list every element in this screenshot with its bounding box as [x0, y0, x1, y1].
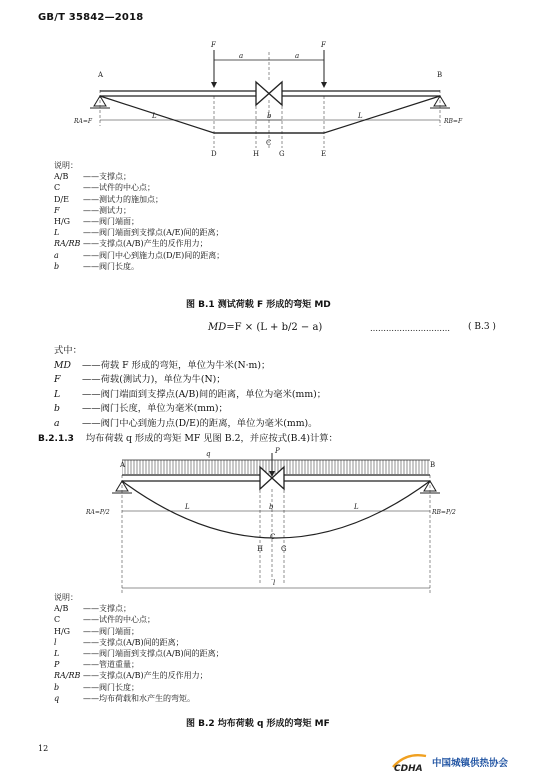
- label-b-dim: b: [269, 503, 274, 511]
- legend-item: H/G ——阀门端面；: [54, 217, 139, 227]
- legend-item: q ——均布荷载和水产生的弯矩。: [54, 693, 195, 703]
- cdha-logo-icon: [390, 751, 430, 773]
- label-q: q: [206, 450, 211, 458]
- where-item: a ——阀门中心到施力点(D/E)的距离，单位为毫米(mm)。: [54, 417, 318, 429]
- legend-item: C ——试件的中心点；: [54, 183, 155, 193]
- equation-leaders: …………………………: [370, 324, 450, 333]
- where-item: b ——阀门长度，单位为毫米(mm)；: [54, 403, 228, 415]
- label-f-left: F: [211, 41, 216, 49]
- legend-title: 说明：: [54, 593, 78, 602]
- legend-item: l ——支撑点(A/B)间的距离；: [54, 637, 184, 647]
- where-item: L ——阀门端面到支撑点(A/B)间的距离，单位为毫米(mm)；: [54, 388, 327, 400]
- fig1-legend: [54, 160, 224, 272]
- label-l: l: [273, 579, 276, 587]
- legend-item: b ——阀门长度；: [54, 682, 139, 692]
- legend-item: D/E ——测试力的施加点；: [54, 194, 163, 204]
- where-item: F ——荷载(测试力)，单位为牛(N)；: [54, 374, 226, 386]
- where-item: MD ——荷载 F 形成的弯矩，单位为牛米(N·m)；: [54, 359, 271, 371]
- label-p: P: [275, 447, 280, 455]
- figure-b2-caption: 图 B.2 均布荷载 q 形成的弯矩 MF: [186, 719, 330, 729]
- legend-item: P ——管道重量；: [54, 660, 139, 670]
- label-l-left: L: [152, 112, 157, 120]
- label-e: E: [321, 150, 327, 158]
- legend-item: RA/RB ——支撑点(A/B)产生的反作用力；: [54, 671, 208, 681]
- clause-text: 均布荷载 q 形成的弯矩 MF 见图 B.2，并应按式(B.4)计算：: [85, 433, 338, 444]
- label-rb: RB=F: [444, 118, 463, 125]
- legend-item: L ——阀门端面到支撑点(A/B)间的距离；: [54, 649, 224, 659]
- where-block: [54, 344, 326, 432]
- fig2-legend: [54, 592, 224, 704]
- logo-mark: CDHA: [394, 764, 423, 773]
- legend-item: RA/RB ——支撑点(A/B)产生的反作用力；: [54, 239, 208, 249]
- label-d: D: [211, 150, 217, 158]
- label-a: A: [120, 461, 126, 469]
- label-ra: RA=P/2: [86, 509, 110, 516]
- label-g: G: [281, 545, 287, 553]
- label-l-right: L: [358, 112, 363, 120]
- legend-title: 说明：: [54, 161, 78, 170]
- label-ra: RA=F: [74, 118, 93, 125]
- legend-item: a ——阀门中心到施力点(D/E)间的距离；: [54, 250, 225, 260]
- legend-item: A/B ——支撑点；: [54, 172, 131, 182]
- eq-lhs: MD: [208, 322, 227, 333]
- standard-number: GB/T 35842—2018: [38, 12, 144, 23]
- clause-number: B.2.1.3: [38, 434, 74, 444]
- label-a: A: [98, 71, 104, 79]
- label-rb: RB=P/2: [432, 509, 456, 516]
- legend-item: H/G ——阀门端面；: [54, 626, 139, 636]
- label-h: H: [257, 545, 264, 553]
- page-number: 12: [38, 744, 49, 753]
- label-b: B: [430, 461, 436, 469]
- legend-item: F ——测试力；: [54, 205, 131, 215]
- where-title: 式中：: [54, 345, 82, 356]
- legend-item: L ——阀门端面到支撑点(A/E)间的距离；: [54, 228, 224, 238]
- figure-b2: [70, 445, 480, 600]
- label-h: H: [253, 150, 260, 158]
- label-c: C: [266, 139, 272, 147]
- label-l-left: L: [185, 503, 190, 511]
- equation-number: ( B.3 ): [468, 322, 496, 332]
- logo-text: 中国城镇供热协会: [432, 758, 509, 769]
- association-logo: [390, 751, 508, 773]
- label-a-left: a: [239, 52, 244, 60]
- label-c: C: [270, 533, 276, 541]
- label-l-right: L: [354, 503, 359, 511]
- distributed-load: [122, 460, 430, 474]
- label-g: G: [279, 150, 285, 158]
- legend-item: b ——阀门长度。: [54, 261, 139, 271]
- label-a-right: a: [295, 52, 300, 60]
- figure-b1-caption: 图 B.1 测试荷载 F 形成的弯矩 MD: [186, 300, 331, 310]
- equation-b3: [208, 322, 322, 333]
- eq-rhs: =F × (L + b/2 − a): [226, 322, 323, 333]
- label-b-dim: b: [267, 112, 272, 120]
- label-b: B: [437, 71, 443, 79]
- figure-b1: [70, 30, 480, 160]
- legend-item: C ——试件的中心点；: [54, 615, 155, 625]
- legend-item: A/B ——支撑点；: [54, 604, 131, 614]
- moment-curve: [122, 481, 430, 538]
- label-f-right: F: [321, 41, 326, 49]
